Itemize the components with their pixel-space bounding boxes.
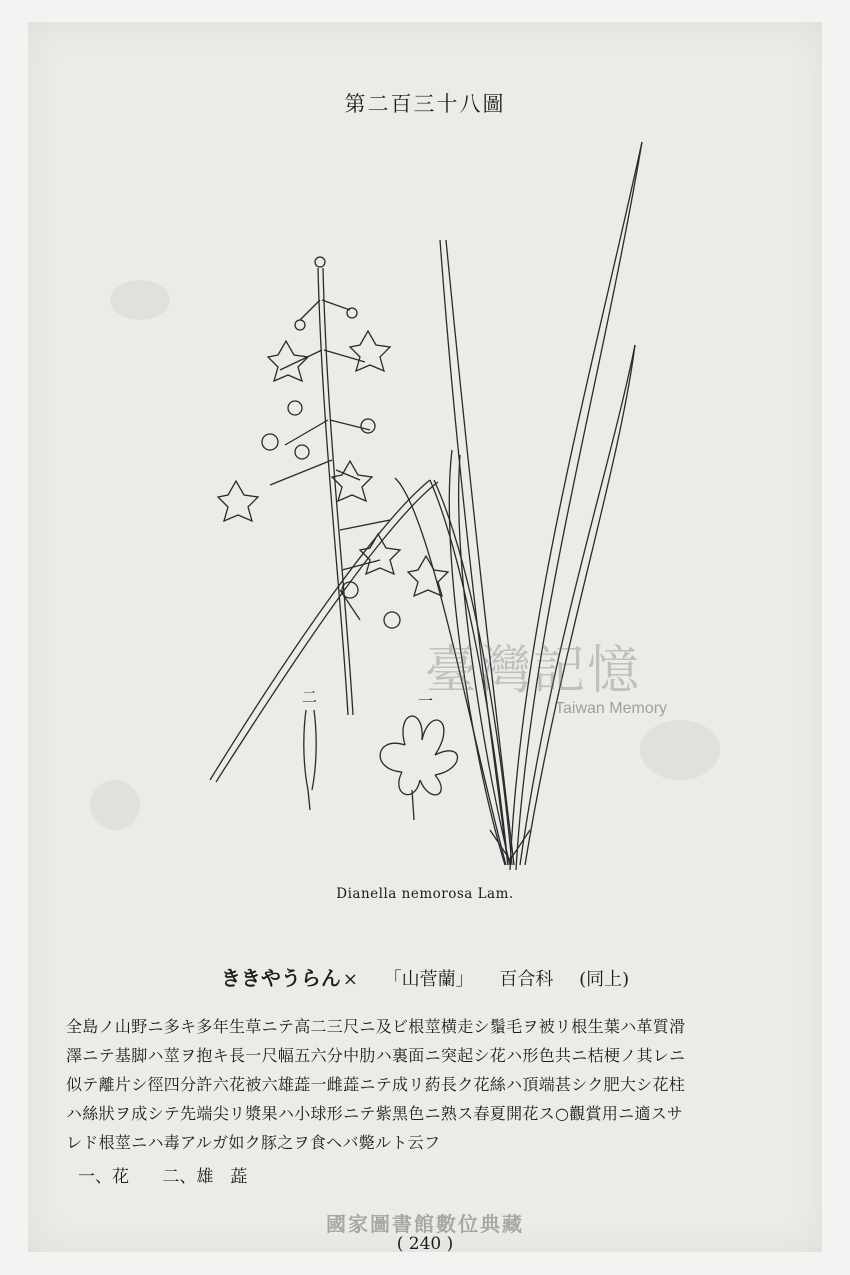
figure-legend bbox=[78, 1162, 275, 1187]
legend-item-stamen: 二、雄 蕋 bbox=[162, 1167, 248, 1187]
entry-family: 百合科 bbox=[499, 969, 554, 990]
page-number: ( 240 ) bbox=[396, 1234, 454, 1254]
entry-description bbox=[66, 1012, 790, 1157]
entry-mark: × bbox=[342, 969, 358, 990]
library-watermark: 國家圖書館數位典藏 bbox=[326, 1212, 524, 1236]
description-line: ハ絲狀ヲ成シテ先端尖リ漿果ハ小球形ニテ紫黑色ニ熟ス春夏開花ス○觀賞用ニ適スサ bbox=[66, 1104, 684, 1123]
watermark-cn: 臺灣記憶 bbox=[425, 641, 642, 701]
figure-label-stamen: 二 bbox=[302, 688, 318, 706]
description-line: レド根莖ニハ毒アルガ如ク豚之ヲ食ヘバ斃ルト云フ bbox=[66, 1133, 441, 1152]
plant-illustration bbox=[190, 130, 680, 870]
entry-note: (同上) bbox=[579, 969, 630, 990]
watermark bbox=[425, 628, 695, 718]
description-line: 澤ニテ基脚ハ莖ヲ抱キ長一尺幅五六分中肋ハ裏面ニ突起シ花ハ形色共ニ桔梗ノ其レニ bbox=[66, 1046, 686, 1065]
figure-label-flower: 一 bbox=[418, 692, 434, 710]
figure-caption: Dianella nemorosa Lam. bbox=[336, 886, 514, 902]
paper-stain bbox=[90, 780, 140, 830]
entry-name-cn: 「山菅蘭」 bbox=[383, 969, 474, 990]
flower-detail-drawing bbox=[380, 716, 457, 820]
description-line: 似テ離片シ徑四分許六花被六雄蕋一雌蕋ニテ成リ葯長ク花絲ハ頂端甚シク肥大シ花柱 bbox=[66, 1075, 686, 1094]
legend-item-flower: 一、花 bbox=[78, 1167, 129, 1187]
entry-heading bbox=[0, 962, 850, 991]
description-line: 全島ノ山野ニ多キ多年生草ニテ高二三尺ニ及ビ根莖横走シ鬚毛ヲ被リ根生葉ハ革質滑 bbox=[66, 1017, 686, 1036]
paper-stain bbox=[110, 280, 170, 320]
watermark-en: Taiwan Memory bbox=[555, 700, 668, 717]
plate-title: 第二百三十八圖 bbox=[344, 92, 506, 116]
entry-name-kana: ききやうらん bbox=[220, 966, 341, 990]
